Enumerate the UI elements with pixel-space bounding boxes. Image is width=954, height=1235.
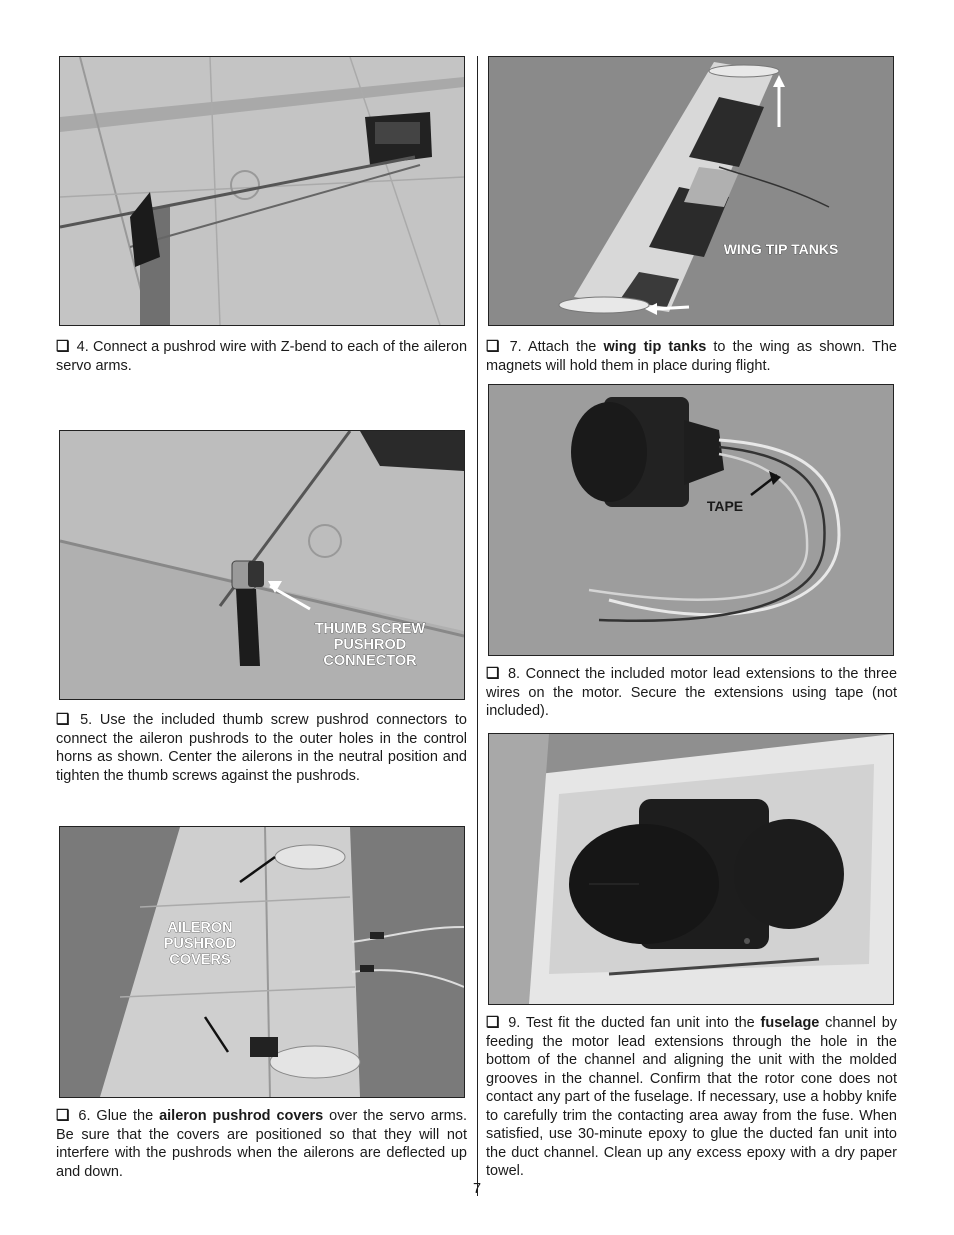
step-text-pre: Attach the [527,339,597,355]
step-text-bold: fuselage [760,1015,820,1031]
callout-line-1: THUMB SCREW [314,621,426,637]
checkbox-icon[interactable]: ❏ [56,1107,70,1124]
step-4 [56,338,467,375]
tape-callout: TAPE [706,498,744,514]
step-number: 9. [508,1015,521,1031]
step-text: Use the included thumb screw pushrod connectors to connect the aileron pushrods to the outer holes in the control horns as shown. Center the ailerons in the neutral position and tighten the thumb screws against the pushrods. [56,712,467,784]
photo-fan-in-fuselage [488,733,894,1005]
step-text-post: channel by feeding the motor lead extensions through the hole in the bottom of the channel and aligning the unit with the molded grooves in the channel. Confirm that the rotor cone does not contact any part of the fuselage. If necessary, use a hobby knife to carefully trim the contacting area away from the fuse. When satisfied, use 30-minute epoxy to glue the ducted fan unit into the duct channel. Clean up any excess epoxy with a dry paper towel. [486,1015,898,1179]
checkbox-icon[interactable]: ❏ [486,338,500,355]
step-7 [486,338,897,375]
checkbox-icon[interactable]: ❏ [56,338,70,355]
callout-line-1: AILERON [167,920,233,936]
callout-line-2: PUSHROD [333,637,407,653]
photo-thumb-screw [59,430,465,700]
step-number: 8. [507,666,521,682]
callout-line-3: COVERS [169,952,231,968]
step-number: 5. [80,712,93,728]
step-text-pre: Glue the [96,1108,154,1124]
step-8 [486,665,897,721]
aileron-covers-callout [164,920,237,968]
photo-wing-tip-tanks [488,56,894,326]
step-text-bold: aileron pushrod covers [159,1108,324,1124]
callout-line-2: PUSHROD [163,936,237,952]
step-text: Connect a pushrod wire with Z-bend to each of the aileron servo arms. [56,339,468,374]
step-text-pre: Test fit the ducted fan unit into the [525,1015,755,1031]
wing-tip-tanks-callout: WING TIP TANKS [723,241,839,257]
step-9 [486,1014,897,1181]
step-number: 7. [509,339,522,355]
step-number: 6. [78,1108,91,1124]
step-text-post: over the servo arms. Be sure that the covers are positioned so that they will not interfere with the pushrods when the ailerons are deflected up and down. [56,1108,468,1180]
page-number: 7 [472,1181,482,1197]
step-5 [56,711,467,785]
photo-pushrod-servo [59,56,465,326]
step-number: 4. [76,339,89,355]
step-6 [56,1107,467,1181]
callout-line-3: CONNECTOR [323,653,417,669]
step-text-post: to the wing as shown. The magnets will hold them in place during flight. [486,339,897,374]
photo-aileron-covers [59,826,465,1098]
checkbox-icon[interactable]: ❏ [56,711,70,728]
checkbox-icon[interactable]: ❏ [486,1014,500,1031]
checkbox-icon[interactable]: ❏ [486,665,500,682]
photo-motor-leads [488,384,894,656]
step-text-bold: wing tip tanks [603,339,707,355]
column-divider [477,56,478,1196]
step-text: Connect the included motor lead extensions to the three wires on the motor. Secure the extensions using tape (not included). [486,666,898,719]
